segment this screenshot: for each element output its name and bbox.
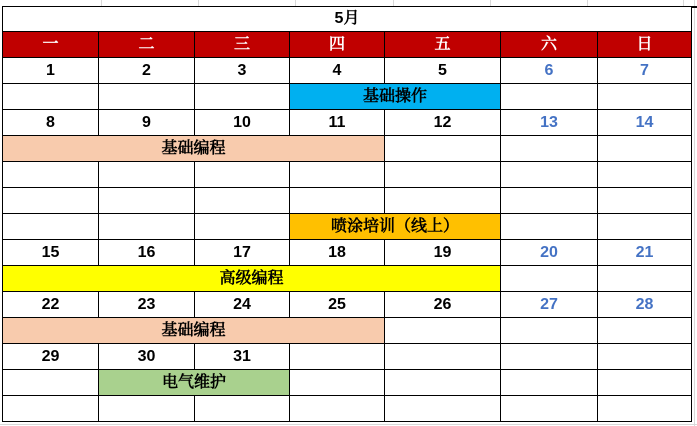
calendar-row — [3, 240, 692, 266]
empty-cell[interactable] — [598, 266, 692, 292]
calendar-row — [3, 84, 692, 110]
empty-cell[interactable] — [385, 318, 501, 344]
empty-cell[interactable] — [501, 370, 598, 396]
weekday-header-cell[interactable]: 五 — [385, 32, 501, 58]
weekday-header-row — [3, 32, 692, 58]
calendar-row — [3, 370, 692, 396]
date-cell-28[interactable]: 28 — [598, 292, 692, 318]
date-cell-31[interactable]: 31 — [195, 344, 290, 370]
empty-cell[interactable] — [3, 188, 99, 214]
date-cell-26[interactable]: 26 — [385, 292, 501, 318]
empty-cell[interactable] — [3, 396, 99, 422]
empty-cell[interactable] — [598, 214, 692, 240]
date-cell-9[interactable]: 9 — [99, 110, 195, 136]
empty-cell[interactable] — [598, 84, 692, 110]
empty-cell[interactable] — [99, 396, 195, 422]
date-cell-24[interactable]: 24 — [195, 292, 290, 318]
date-cell-8[interactable]: 8 — [3, 110, 99, 136]
empty-cell[interactable] — [598, 188, 692, 214]
empty-cell[interactable] — [501, 266, 598, 292]
date-cell-3[interactable]: 3 — [195, 58, 290, 84]
calendar-row — [3, 396, 692, 422]
date-cell-4[interactable]: 4 — [290, 58, 385, 84]
empty-cell[interactable] — [290, 162, 385, 188]
event-bar[interactable]: 高级编程 — [3, 266, 501, 292]
empty-cell[interactable] — [195, 188, 290, 214]
empty-cell[interactable] — [501, 396, 598, 422]
date-cell-2[interactable]: 2 — [99, 58, 195, 84]
empty-cell[interactable] — [290, 188, 385, 214]
date-cell-15[interactable]: 15 — [3, 240, 99, 266]
calendar-row — [3, 188, 692, 214]
calendar-row — [3, 110, 692, 136]
calendar-row — [3, 58, 692, 84]
date-cell-19[interactable]: 19 — [385, 240, 501, 266]
weekday-header-cell[interactable]: 二 — [99, 32, 195, 58]
empty-cell[interactable] — [385, 136, 501, 162]
event-bar[interactable]: 基础编程 — [3, 136, 385, 162]
table-top-border-stub — [692, 6, 697, 8]
calendar-table — [2, 6, 692, 422]
date-cell-16[interactable]: 16 — [99, 240, 195, 266]
empty-cell[interactable] — [501, 162, 598, 188]
empty-cell[interactable] — [598, 318, 692, 344]
empty-cell[interactable] — [99, 84, 195, 110]
date-cell-17[interactable]: 17 — [195, 240, 290, 266]
empty-cell[interactable] — [501, 214, 598, 240]
weekday-header-cell[interactable]: 六 — [501, 32, 598, 58]
date-cell-5[interactable]: 5 — [385, 58, 501, 84]
empty-cell[interactable] — [598, 344, 692, 370]
empty-cell[interactable] — [3, 162, 99, 188]
date-cell-18[interactable]: 18 — [290, 240, 385, 266]
calendar-row — [3, 292, 692, 318]
date-cell-23[interactable]: 23 — [99, 292, 195, 318]
empty-cell[interactable] — [598, 396, 692, 422]
date-cell-7[interactable]: 7 — [598, 58, 692, 84]
date-cell-27[interactable]: 27 — [501, 292, 598, 318]
empty-cell[interactable] — [598, 162, 692, 188]
empty-cell[interactable] — [501, 84, 598, 110]
sheet-gridline — [0, 424, 697, 425]
date-cell-10[interactable]: 10 — [195, 110, 290, 136]
calendar-row — [3, 344, 692, 370]
date-cell-22[interactable]: 22 — [3, 292, 99, 318]
empty-cell[interactable] — [290, 344, 385, 370]
empty-cell[interactable] — [99, 214, 195, 240]
empty-cell[interactable] — [3, 214, 99, 240]
weekday-header-cell[interactable]: 一 — [3, 32, 99, 58]
date-cell-13[interactable]: 13 — [501, 110, 598, 136]
weekday-header-cell[interactable]: 日 — [598, 32, 692, 58]
empty-cell[interactable] — [3, 84, 99, 110]
calendar-row — [3, 136, 692, 162]
empty-cell[interactable] — [501, 188, 598, 214]
empty-cell[interactable] — [385, 370, 501, 396]
weekday-header-cell[interactable]: 三 — [195, 32, 290, 58]
sheet-gridline — [694, 0, 695, 426]
empty-cell[interactable] — [598, 370, 692, 396]
date-cell-14[interactable]: 14 — [598, 110, 692, 136]
event-bar[interactable]: 喷涂培训（线上） — [290, 214, 501, 240]
date-cell-20[interactable]: 20 — [501, 240, 598, 266]
calendar-row — [3, 318, 692, 344]
empty-cell[interactable] — [195, 162, 290, 188]
date-cell-21[interactable]: 21 — [598, 240, 692, 266]
event-bar[interactable]: 电气维护 — [99, 370, 290, 396]
empty-cell[interactable] — [501, 136, 598, 162]
empty-cell[interactable] — [195, 84, 290, 110]
date-cell-30[interactable]: 30 — [99, 344, 195, 370]
calendar-row — [3, 214, 692, 240]
calendar-row — [3, 162, 692, 188]
date-cell-1[interactable]: 1 — [3, 58, 99, 84]
empty-cell[interactable] — [3, 370, 99, 396]
empty-cell[interactable] — [501, 344, 598, 370]
event-bar[interactable]: 基础操作 — [290, 84, 501, 110]
empty-cell[interactable] — [290, 396, 385, 422]
calendar-row — [3, 266, 692, 292]
month-title-cell[interactable]: 5月 — [3, 7, 692, 32]
empty-cell[interactable] — [99, 188, 195, 214]
empty-cell[interactable] — [385, 344, 501, 370]
weekday-header-cell[interactable]: 四 — [290, 32, 385, 58]
date-cell-25[interactable]: 25 — [290, 292, 385, 318]
empty-cell[interactable] — [195, 396, 290, 422]
month-title-row — [3, 7, 692, 32]
empty-cell[interactable] — [501, 318, 598, 344]
date-cell-11[interactable]: 11 — [290, 110, 385, 136]
empty-cell[interactable] — [598, 136, 692, 162]
date-cell-6[interactable]: 6 — [501, 58, 598, 84]
date-cell-29[interactable]: 29 — [3, 344, 99, 370]
empty-cell[interactable] — [99, 162, 195, 188]
empty-cell[interactable] — [195, 214, 290, 240]
empty-cell[interactable] — [385, 162, 501, 188]
event-bar[interactable]: 基础编程 — [3, 318, 385, 344]
date-cell-12[interactable]: 12 — [385, 110, 501, 136]
empty-cell[interactable] — [385, 396, 501, 422]
empty-cell[interactable] — [385, 188, 501, 214]
empty-cell[interactable] — [290, 370, 385, 396]
